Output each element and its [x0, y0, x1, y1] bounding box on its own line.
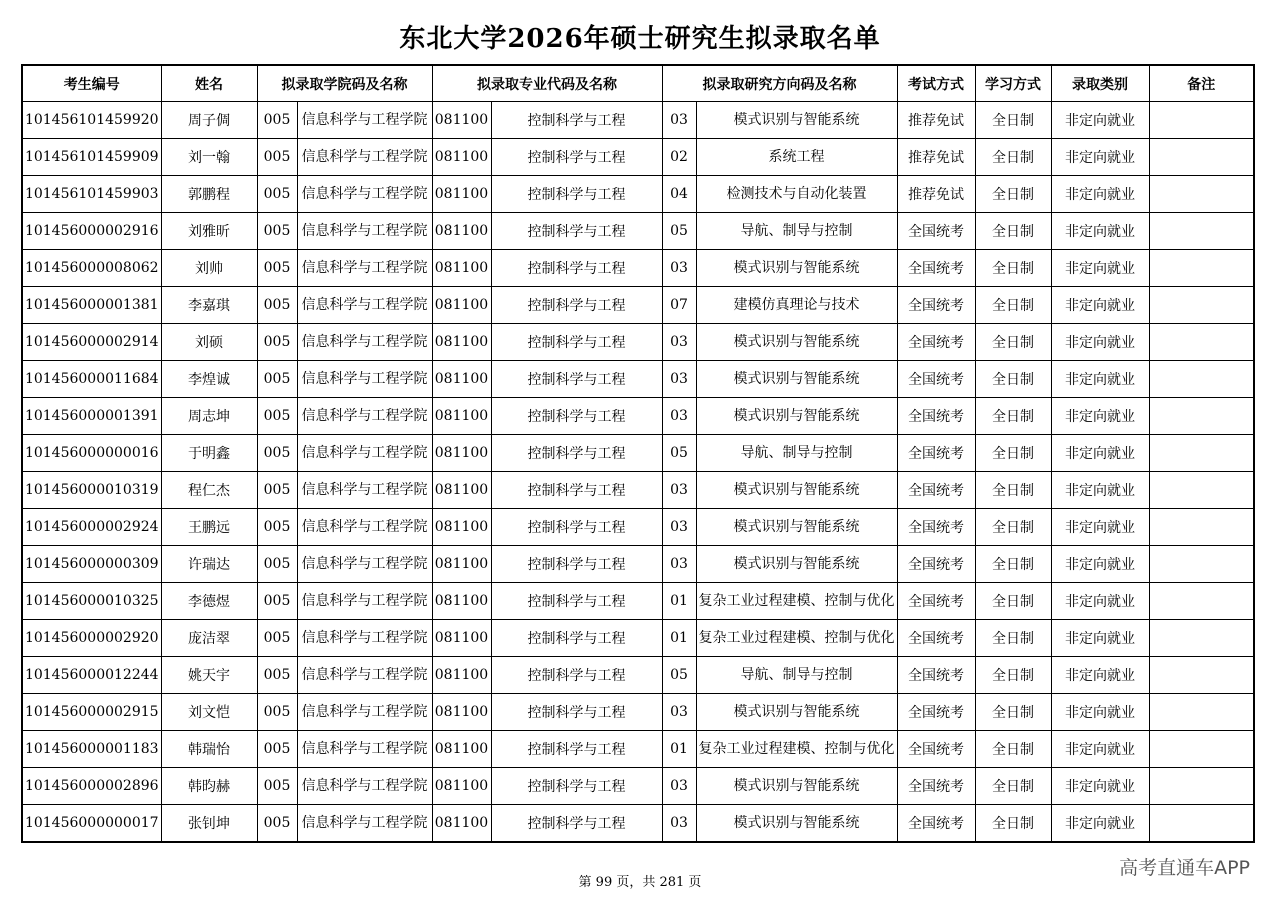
- table-row: [22, 324, 1254, 361]
- cell-remark: [1149, 398, 1254, 435]
- cell-candidate-id: 101456000011684: [22, 361, 161, 398]
- cell-name: 周志坤: [161, 398, 257, 435]
- cell-direction-code: 05: [662, 435, 696, 472]
- cell-college-name: 信息科学与工程学院: [297, 731, 432, 768]
- cell-direction-code: 03: [662, 102, 696, 139]
- cell-remark: [1149, 213, 1254, 250]
- cell-direction-code: 03: [662, 768, 696, 805]
- cell-major-name: 控制科学与工程: [491, 583, 662, 620]
- cell-remark: [1149, 250, 1254, 287]
- cell-remark: [1149, 583, 1254, 620]
- cell-direction-code: 03: [662, 250, 696, 287]
- cell-college-name: 信息科学与工程学院: [297, 324, 432, 361]
- cell-name: 李煌诚: [161, 361, 257, 398]
- cell-major-name: 控制科学与工程: [491, 509, 662, 546]
- table-row: [22, 435, 1254, 472]
- cell-college-name: 信息科学与工程学院: [297, 250, 432, 287]
- cell-major-code: 081100: [432, 472, 491, 509]
- cell-direction-code: 01: [662, 583, 696, 620]
- table-row: [22, 287, 1254, 324]
- table-row: [22, 176, 1254, 213]
- cell-direction-name: 系统工程: [696, 139, 897, 176]
- cell-direction-name: 模式识别与智能系统: [696, 694, 897, 731]
- cell-college-code: 005: [257, 139, 297, 176]
- table-row: [22, 620, 1254, 657]
- cell-study-mode: 全日制: [975, 583, 1051, 620]
- header-major: 拟录取专业代码及名称: [432, 65, 662, 102]
- cell-college-name: 信息科学与工程学院: [297, 509, 432, 546]
- cell-study-mode: 全日制: [975, 213, 1051, 250]
- header-study-mode: 学习方式: [975, 65, 1051, 102]
- cell-candidate-id: 101456000010319: [22, 472, 161, 509]
- table-row: [22, 139, 1254, 176]
- cell-major-code: 081100: [432, 731, 491, 768]
- cell-remark: [1149, 509, 1254, 546]
- cell-candidate-id: 101456000001183: [22, 731, 161, 768]
- cell-direction-name: 模式识别与智能系统: [696, 102, 897, 139]
- cell-candidate-id: 101456000000309: [22, 546, 161, 583]
- cell-name: 许瑞达: [161, 546, 257, 583]
- header-name: 姓名: [161, 65, 257, 102]
- cell-direction-name: 模式识别与智能系统: [696, 361, 897, 398]
- cell-remark: [1149, 324, 1254, 361]
- table-row: [22, 213, 1254, 250]
- cell-direction-code: 04: [662, 176, 696, 213]
- cell-college-code: 005: [257, 583, 297, 620]
- cell-college-name: 信息科学与工程学院: [297, 583, 432, 620]
- cell-name: 庞洁翠: [161, 620, 257, 657]
- cell-candidate-id: 101456000008062: [22, 250, 161, 287]
- cell-college-code: 005: [257, 324, 297, 361]
- cell-candidate-id: 101456000010325: [22, 583, 161, 620]
- table-row: [22, 694, 1254, 731]
- header-category: 录取类别: [1051, 65, 1149, 102]
- cell-major-name: 控制科学与工程: [491, 213, 662, 250]
- cell-candidate-id: 101456000002924: [22, 509, 161, 546]
- cell-major-code: 081100: [432, 398, 491, 435]
- cell-major-code: 081100: [432, 324, 491, 361]
- cell-exam-type: 推荐免试: [897, 139, 975, 176]
- table-row: [22, 731, 1254, 768]
- cell-college-code: 005: [257, 361, 297, 398]
- cell-direction-code: 07: [662, 287, 696, 324]
- cell-exam-type: 全国统考: [897, 694, 975, 731]
- cell-category: 非定向就业: [1051, 731, 1149, 768]
- cell-exam-type: 全国统考: [897, 546, 975, 583]
- cell-category: 非定向就业: [1051, 176, 1149, 213]
- cell-major-name: 控制科学与工程: [491, 768, 662, 805]
- cell-name: 刘雅昕: [161, 213, 257, 250]
- cell-college-name: 信息科学与工程学院: [297, 176, 432, 213]
- cell-major-name: 控制科学与工程: [491, 361, 662, 398]
- cell-remark: [1149, 472, 1254, 509]
- cell-remark: [1149, 731, 1254, 768]
- cell-direction-code: 03: [662, 324, 696, 361]
- cell-candidate-id: 101456000002915: [22, 694, 161, 731]
- cell-direction-code: 03: [662, 805, 696, 843]
- table-row: [22, 657, 1254, 694]
- cell-direction-code: 03: [662, 694, 696, 731]
- cell-name: 韩瑞怡: [161, 731, 257, 768]
- cell-major-name: 控制科学与工程: [491, 620, 662, 657]
- cell-direction-code: 01: [662, 731, 696, 768]
- cell-direction-code: 03: [662, 546, 696, 583]
- cell-college-name: 信息科学与工程学院: [297, 139, 432, 176]
- cell-name: 程仁杰: [161, 472, 257, 509]
- cell-category: 非定向就业: [1051, 324, 1149, 361]
- cell-category: 非定向就业: [1051, 435, 1149, 472]
- cell-exam-type: 全国统考: [897, 398, 975, 435]
- cell-exam-type: 推荐免试: [897, 102, 975, 139]
- cell-major-code: 081100: [432, 509, 491, 546]
- cell-remark: [1149, 361, 1254, 398]
- admission-table: [21, 64, 1255, 843]
- cell-name: 刘帅: [161, 250, 257, 287]
- cell-remark: [1149, 139, 1254, 176]
- cell-major-code: 081100: [432, 139, 491, 176]
- cell-direction-name: 模式识别与智能系统: [696, 398, 897, 435]
- cell-remark: [1149, 768, 1254, 805]
- cell-college-code: 005: [257, 435, 297, 472]
- cell-major-code: 081100: [432, 657, 491, 694]
- cell-direction-code: 03: [662, 472, 696, 509]
- cell-major-code: 081100: [432, 620, 491, 657]
- cell-major-name: 控制科学与工程: [491, 694, 662, 731]
- cell-major-name: 控制科学与工程: [491, 805, 662, 843]
- cell-name: 周子倜: [161, 102, 257, 139]
- page-footer: 第 99 页，共 281 页: [578, 875, 702, 890]
- cell-candidate-id: 101456000000017: [22, 805, 161, 843]
- cell-exam-type: 全国统考: [897, 657, 975, 694]
- cell-college-code: 005: [257, 731, 297, 768]
- cell-category: 非定向就业: [1051, 620, 1149, 657]
- cell-category: 非定向就业: [1051, 805, 1149, 843]
- cell-college-code: 005: [257, 509, 297, 546]
- cell-study-mode: 全日制: [975, 768, 1051, 805]
- cell-major-name: 控制科学与工程: [491, 102, 662, 139]
- cell-study-mode: 全日制: [975, 472, 1051, 509]
- cell-remark: [1149, 176, 1254, 213]
- cell-exam-type: 全国统考: [897, 250, 975, 287]
- cell-category: 非定向就业: [1051, 694, 1149, 731]
- cell-study-mode: 全日制: [975, 620, 1051, 657]
- header-remark: 备注: [1149, 65, 1254, 102]
- cell-college-code: 005: [257, 657, 297, 694]
- table-row: [22, 805, 1254, 843]
- cell-major-name: 控制科学与工程: [491, 546, 662, 583]
- cell-study-mode: 全日制: [975, 139, 1051, 176]
- cell-remark: [1149, 657, 1254, 694]
- cell-major-code: 081100: [432, 287, 491, 324]
- table-row: [22, 102, 1254, 139]
- cell-candidate-id: 101456000001391: [22, 398, 161, 435]
- cell-category: 非定向就业: [1051, 139, 1149, 176]
- cell-exam-type: 全国统考: [897, 768, 975, 805]
- cell-college-code: 005: [257, 805, 297, 843]
- cell-direction-name: 模式识别与智能系统: [696, 768, 897, 805]
- cell-remark: [1149, 102, 1254, 139]
- cell-study-mode: 全日制: [975, 546, 1051, 583]
- cell-name: 王鹏远: [161, 509, 257, 546]
- cell-name: 刘一翰: [161, 139, 257, 176]
- cell-college-code: 005: [257, 176, 297, 213]
- cell-candidate-id: 101456101459903: [22, 176, 161, 213]
- cell-major-name: 控制科学与工程: [491, 398, 662, 435]
- table-row: [22, 546, 1254, 583]
- cell-college-name: 信息科学与工程学院: [297, 768, 432, 805]
- cell-study-mode: 全日制: [975, 287, 1051, 324]
- cell-remark: [1149, 435, 1254, 472]
- cell-study-mode: 全日制: [975, 509, 1051, 546]
- cell-category: 非定向就业: [1051, 287, 1149, 324]
- cell-study-mode: 全日制: [975, 694, 1051, 731]
- cell-name: 张钊坤: [161, 805, 257, 843]
- cell-direction-name: 导航、制导与控制: [696, 657, 897, 694]
- cell-exam-type: 全国统考: [897, 805, 975, 843]
- cell-remark: [1149, 805, 1254, 843]
- cell-study-mode: 全日制: [975, 435, 1051, 472]
- cell-candidate-id: 101456000001381: [22, 287, 161, 324]
- cell-name: 韩昀赫: [161, 768, 257, 805]
- cell-college-code: 005: [257, 472, 297, 509]
- cell-direction-name: 导航、制导与控制: [696, 435, 897, 472]
- cell-candidate-id: 101456101459920: [22, 102, 161, 139]
- cell-name: 郭鹏程: [161, 176, 257, 213]
- cell-major-code: 081100: [432, 250, 491, 287]
- cell-direction-code: 03: [662, 361, 696, 398]
- cell-direction-name: 检测技术与自动化装置: [696, 176, 897, 213]
- cell-college-name: 信息科学与工程学院: [297, 620, 432, 657]
- cell-college-name: 信息科学与工程学院: [297, 657, 432, 694]
- cell-college-name: 信息科学与工程学院: [297, 472, 432, 509]
- cell-study-mode: 全日制: [975, 250, 1051, 287]
- cell-remark: [1149, 694, 1254, 731]
- cell-major-name: 控制科学与工程: [491, 472, 662, 509]
- cell-major-code: 081100: [432, 768, 491, 805]
- cell-direction-name: 复杂工业过程建模、控制与优化: [696, 620, 897, 657]
- cell-major-code: 081100: [432, 435, 491, 472]
- cell-study-mode: 全日制: [975, 731, 1051, 768]
- cell-college-code: 005: [257, 620, 297, 657]
- cell-college-code: 005: [257, 768, 297, 805]
- cell-major-code: 081100: [432, 102, 491, 139]
- cell-college-name: 信息科学与工程学院: [297, 546, 432, 583]
- cell-major-name: 控制科学与工程: [491, 731, 662, 768]
- cell-exam-type: 全国统考: [897, 287, 975, 324]
- cell-direction-name: 模式识别与智能系统: [696, 324, 897, 361]
- cell-candidate-id: 101456000002920: [22, 620, 161, 657]
- cell-college-name: 信息科学与工程学院: [297, 213, 432, 250]
- cell-exam-type: 全国统考: [897, 435, 975, 472]
- cell-exam-type: 全国统考: [897, 213, 975, 250]
- cell-name: 刘文恺: [161, 694, 257, 731]
- cell-major-code: 081100: [432, 546, 491, 583]
- watermark: 高考直通车APP: [1119, 857, 1250, 879]
- cell-remark: [1149, 620, 1254, 657]
- cell-direction-code: 03: [662, 509, 696, 546]
- cell-direction-code: 05: [662, 657, 696, 694]
- cell-remark: [1149, 287, 1254, 324]
- cell-major-code: 081100: [432, 213, 491, 250]
- cell-major-code: 081100: [432, 361, 491, 398]
- table-row: [22, 361, 1254, 398]
- cell-direction-name: 导航、制导与控制: [696, 213, 897, 250]
- cell-name: 李嘉琪: [161, 287, 257, 324]
- cell-study-mode: 全日制: [975, 361, 1051, 398]
- cell-direction-name: 建模仿真理论与技术: [696, 287, 897, 324]
- cell-exam-type: 全国统考: [897, 472, 975, 509]
- cell-study-mode: 全日制: [975, 805, 1051, 843]
- cell-major-name: 控制科学与工程: [491, 435, 662, 472]
- cell-college-code: 005: [257, 287, 297, 324]
- cell-candidate-id: 101456000000016: [22, 435, 161, 472]
- cell-college-name: 信息科学与工程学院: [297, 694, 432, 731]
- cell-direction-code: 01: [662, 620, 696, 657]
- cell-major-code: 081100: [432, 176, 491, 213]
- cell-exam-type: 全国统考: [897, 509, 975, 546]
- cell-college-code: 005: [257, 546, 297, 583]
- cell-college-code: 005: [257, 250, 297, 287]
- cell-direction-code: 05: [662, 213, 696, 250]
- table-row: [22, 472, 1254, 509]
- cell-candidate-id: 101456000002916: [22, 213, 161, 250]
- table-row: [22, 583, 1254, 620]
- cell-college-name: 信息科学与工程学院: [297, 805, 432, 843]
- table-row: [22, 398, 1254, 435]
- cell-candidate-id: 101456000002896: [22, 768, 161, 805]
- cell-college-code: 005: [257, 694, 297, 731]
- cell-direction-name: 复杂工业过程建模、控制与优化: [696, 583, 897, 620]
- cell-category: 非定向就业: [1051, 250, 1149, 287]
- cell-exam-type: 全国统考: [897, 620, 975, 657]
- cell-category: 非定向就业: [1051, 546, 1149, 583]
- cell-college-name: 信息科学与工程学院: [297, 102, 432, 139]
- cell-direction-name: 模式识别与智能系统: [696, 472, 897, 509]
- cell-category: 非定向就业: [1051, 102, 1149, 139]
- cell-major-name: 控制科学与工程: [491, 287, 662, 324]
- cell-study-mode: 全日制: [975, 657, 1051, 694]
- table-row: [22, 509, 1254, 546]
- cell-category: 非定向就业: [1051, 361, 1149, 398]
- cell-exam-type: 推荐免试: [897, 176, 975, 213]
- cell-exam-type: 全国统考: [897, 361, 975, 398]
- cell-category: 非定向就业: [1051, 768, 1149, 805]
- cell-candidate-id: 101456101459909: [22, 139, 161, 176]
- cell-direction-code: 03: [662, 398, 696, 435]
- header-candidate-id: 考生编号: [22, 65, 161, 102]
- cell-category: 非定向就业: [1051, 213, 1149, 250]
- table-row: [22, 250, 1254, 287]
- cell-exam-type: 全国统考: [897, 324, 975, 361]
- cell-candidate-id: 101456000012244: [22, 657, 161, 694]
- table-row: [22, 768, 1254, 805]
- cell-name: 姚天宇: [161, 657, 257, 694]
- cell-college-name: 信息科学与工程学院: [297, 435, 432, 472]
- header-exam-type: 考试方式: [897, 65, 975, 102]
- cell-name: 李德煜: [161, 583, 257, 620]
- cell-college-name: 信息科学与工程学院: [297, 398, 432, 435]
- cell-direction-name: 模式识别与智能系统: [696, 509, 897, 546]
- cell-major-code: 081100: [432, 694, 491, 731]
- cell-category: 非定向就业: [1051, 509, 1149, 546]
- table-body: [22, 102, 1254, 843]
- cell-remark: [1149, 546, 1254, 583]
- cell-college-name: 信息科学与工程学院: [297, 287, 432, 324]
- cell-study-mode: 全日制: [975, 102, 1051, 139]
- cell-category: 非定向就业: [1051, 472, 1149, 509]
- cell-direction-code: 02: [662, 139, 696, 176]
- cell-major-name: 控制科学与工程: [491, 657, 662, 694]
- cell-major-name: 控制科学与工程: [491, 250, 662, 287]
- cell-exam-type: 全国统考: [897, 583, 975, 620]
- cell-exam-type: 全国统考: [897, 731, 975, 768]
- cell-study-mode: 全日制: [975, 398, 1051, 435]
- cell-category: 非定向就业: [1051, 583, 1149, 620]
- cell-name: 刘硕: [161, 324, 257, 361]
- cell-college-code: 005: [257, 213, 297, 250]
- cell-major-code: 081100: [432, 805, 491, 843]
- cell-category: 非定向就业: [1051, 398, 1149, 435]
- cell-major-name: 控制科学与工程: [491, 176, 662, 213]
- cell-study-mode: 全日制: [975, 176, 1051, 213]
- cell-name: 于明鑫: [161, 435, 257, 472]
- cell-direction-name: 模式识别与智能系统: [696, 250, 897, 287]
- cell-candidate-id: 101456000002914: [22, 324, 161, 361]
- document-title: 东北大学2026年硕士研究生拟录取名单: [399, 24, 881, 54]
- cell-college-code: 005: [257, 102, 297, 139]
- cell-major-name: 控制科学与工程: [491, 324, 662, 361]
- cell-major-code: 081100: [432, 583, 491, 620]
- cell-college-code: 005: [257, 398, 297, 435]
- cell-college-name: 信息科学与工程学院: [297, 361, 432, 398]
- header-direction: 拟录取研究方向码及名称: [662, 65, 897, 102]
- table-header-row: [22, 65, 1254, 102]
- cell-direction-name: 模式识别与智能系统: [696, 546, 897, 583]
- cell-study-mode: 全日制: [975, 324, 1051, 361]
- cell-direction-name: 复杂工业过程建模、控制与优化: [696, 731, 897, 768]
- cell-category: 非定向就业: [1051, 657, 1149, 694]
- header-college: 拟录取学院码及名称: [257, 65, 432, 102]
- cell-major-name: 控制科学与工程: [491, 139, 662, 176]
- cell-direction-name: 模式识别与智能系统: [696, 805, 897, 843]
